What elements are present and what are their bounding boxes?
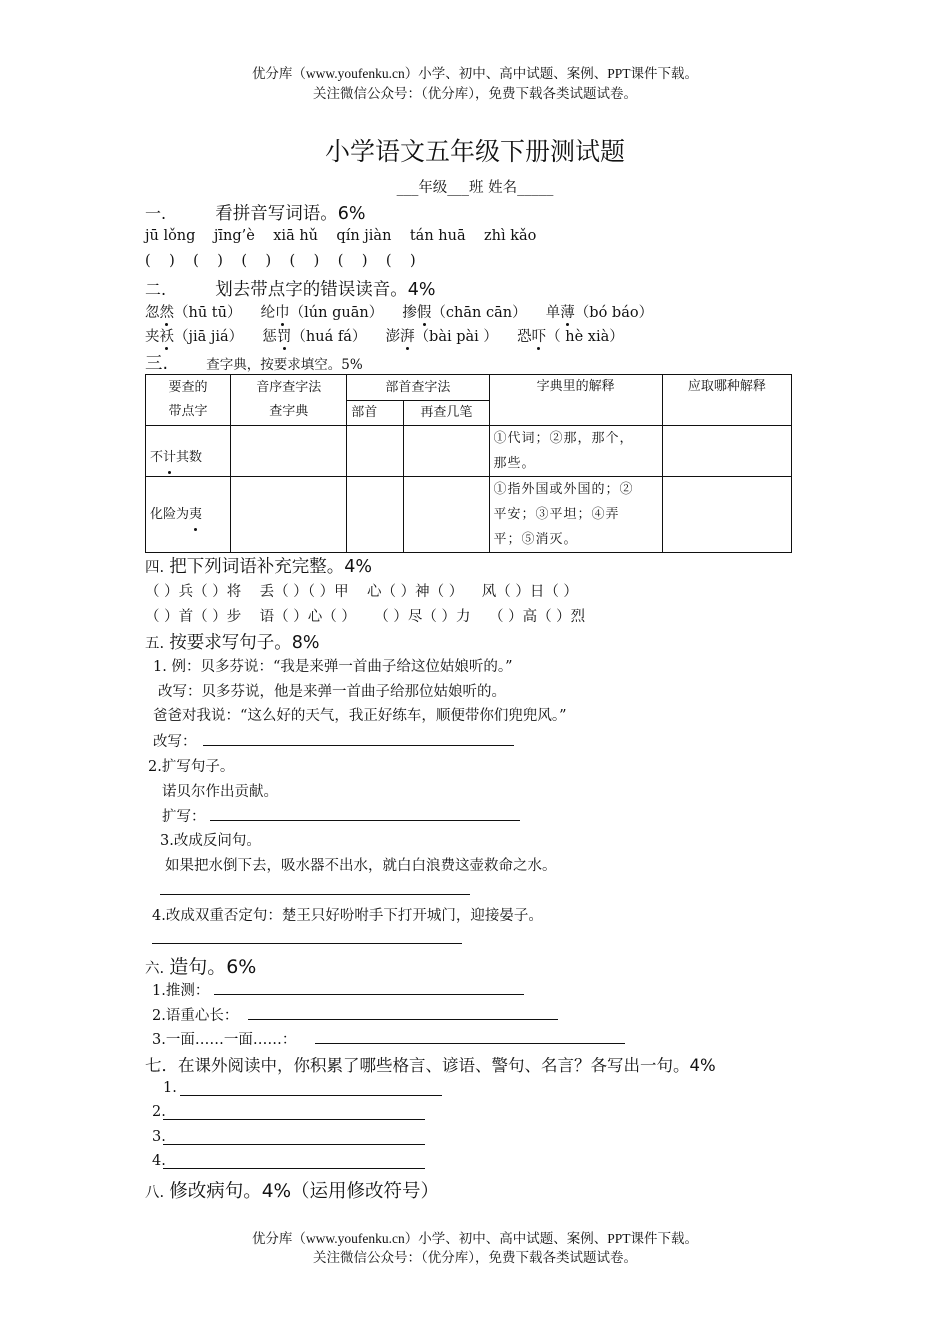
section-8-number: 八. [145,1185,165,1201]
quote-item-3: 3. [152,1129,166,1145]
q4-answer-line[interactable] [152,943,462,944]
section-3-heading [145,350,363,375]
word-cell: 化险为夷 [146,477,231,553]
reading-item: 单薄（bó báo） [546,305,653,321]
footer-line-2: 关注微信公众号：（优分库），免费下载各类试题试卷。 [313,1250,637,1265]
q4-task: 4.改成双重否定句：楚王只好吩咐手下打开城门，迎接晏子。 [152,908,543,924]
header-line-1: 优分库（www.youfenku.cn）小学、初中、高中试题、案例、PPT课件下载。 [251,66,699,81]
table-row [146,426,792,477]
footer-line-1: 优分库（www.youfenku.cn）小学、初中、高中试题、案例、PPT课件下载。 [251,1231,699,1246]
reading-item: 惩罚（huá fá） [262,329,366,345]
answer-cell[interactable] [231,426,347,477]
section-4-number: 四. [145,560,165,576]
answer-cell[interactable] [662,426,791,477]
sentence-item-1: 1.推测： [152,983,210,999]
q2-title: 2.扩写句子。 [148,759,235,775]
section-1-title: 看拼音写词语。6% [215,204,366,224]
section-2-number: 二. [145,280,167,299]
q2-answer-line[interactable] [210,820,520,821]
header-line-2: 关注微信公众号：（优分库），免费下载各类试题试卷。 [313,86,637,101]
answer-cell[interactable] [347,477,404,553]
q1-answer-line[interactable] [203,745,514,746]
q1-rewrite-example: 改写：贝多芬说，他是来弹一首曲子给那位姑娘听的。 [158,684,506,700]
q3-answer-line[interactable] [160,894,470,895]
q1-label: 改写： [153,734,197,750]
q1-task: 爸爸对我说：“这么好的天气，我正好练车，顺便带你们兜兜风。” [153,708,567,724]
section-5-heading [145,629,319,654]
q3-title: 3.改成反问句。 [160,833,261,849]
quote-answer-line[interactable] [163,1144,425,1145]
answer-cell[interactable] [404,426,489,477]
section-8-title: 修改病句。4%（运用修改符号） [169,1181,440,1202]
section-8-heading [145,1177,439,1203]
sentence-answer-line[interactable] [248,1019,558,1020]
section-6-title: 造句。6% [169,956,257,978]
section-4-heading [145,553,372,578]
answer-cell[interactable] [347,426,404,477]
word-cell: 不计其数 [146,426,231,477]
sentence-answer-line[interactable] [214,994,524,995]
section-3-number: 三. [145,354,169,374]
section-7-title: 七．在课外阅读中，你积累了哪些格言、谚语、警句、名言？各写出一句。4% [145,1056,716,1075]
reading-item: 澎湃（bài pài ） [386,329,498,345]
q3-sentence: 如果把水倒下去，吸水器不出水，就白白浪费这壶救命之水。 [165,858,557,874]
reading-item: 忽然（hū tū） [145,305,241,321]
quote-item-4: 4. [152,1153,166,1169]
section-1-number: 一. [145,204,167,223]
quote-answer-line[interactable] [180,1095,442,1096]
table-row [146,477,792,553]
section-5-title: 按要求写句子。8% [169,633,320,653]
sentence-item-3: 3.一面……一面……： [152,1032,297,1048]
sentence-item-2: 2.语重心长： [152,1008,239,1024]
answer-cell[interactable] [231,477,347,553]
quote-item-1: 1. [163,1080,177,1096]
header-cell: 部首 [347,401,404,426]
section-6-heading [145,952,256,979]
answer-cell[interactable] [404,477,489,553]
info-line: ___年级___班 姓名_____ [396,180,554,196]
section-3-title: 查字典，按要求填空。5% [206,357,363,373]
header-cell: 应取哪种解释 [662,375,791,426]
q2-label: 扩写： [162,809,206,825]
page-title: 小学语文五年级下册测试题 [324,137,625,166]
q2-sentence: 诺贝尔作出贡献。 [162,784,278,800]
section-2-title: 划去带点字的错误读音。4% [215,280,436,300]
answer-cell[interactable] [662,477,791,553]
quote-answer-line[interactable] [163,1119,425,1120]
header-cell: 部首查字法 [347,375,489,401]
section-4-title: 把下列词语补充完整。4% [169,557,372,577]
sentence-answer-line[interactable] [315,1043,625,1044]
answer-brackets: ( ) ( ) ( ) ( ) ( ) ( ) [145,253,416,269]
reading-item: 掺假（chān cān） [402,305,526,321]
pinyin-line: jū lǒng jīng’è xiā hǔ qín jiàn tán huā zhì kǎo [145,228,537,244]
section-5-number: 五. [145,636,165,652]
q1-example: 1. 例：贝多芬说：“我是来弹一首曲子给这位姑娘听的。” [153,659,513,675]
explanation-cell: ①代词；②那，那个， 那些。 [489,426,662,477]
explanation-cell: ①指外国或外国的；② 平安；③平坦；④弄 平；⑤消灭。 [489,477,662,553]
reading-row-2 [145,325,624,346]
header-cell: 字典里的解释 [489,375,662,426]
reading-row-1 [145,301,653,322]
quote-answer-line[interactable] [163,1168,425,1169]
header-cell: 要查的 带点字 [146,375,231,426]
quote-item-2: 2. [152,1104,166,1120]
fill-words-line-1: （ ）兵（ ）将 丢（ ）（ ）甲 心（ ）神（ ） 风（ ）日（ ） [145,584,578,600]
fill-words-line-2: （ ）首（ ）步 语（ ）心（ ） （ ）尽（ ）力 （ ）高（ ）烈 [145,609,586,625]
dictionary-table [145,374,792,553]
header-cell: 音序查字法 查字典 [231,375,347,426]
section-2-heading [145,276,436,301]
reading-item: 纶巾（lún guān） [261,305,384,321]
section-6-number: 六. [145,961,165,977]
reading-item: 夹袄（jiā jiá） [145,329,243,345]
reading-item: 恐吓（ hè xià） [517,329,624,345]
header-cell: 再查几笔 [404,401,489,426]
section-1-heading [145,200,366,225]
